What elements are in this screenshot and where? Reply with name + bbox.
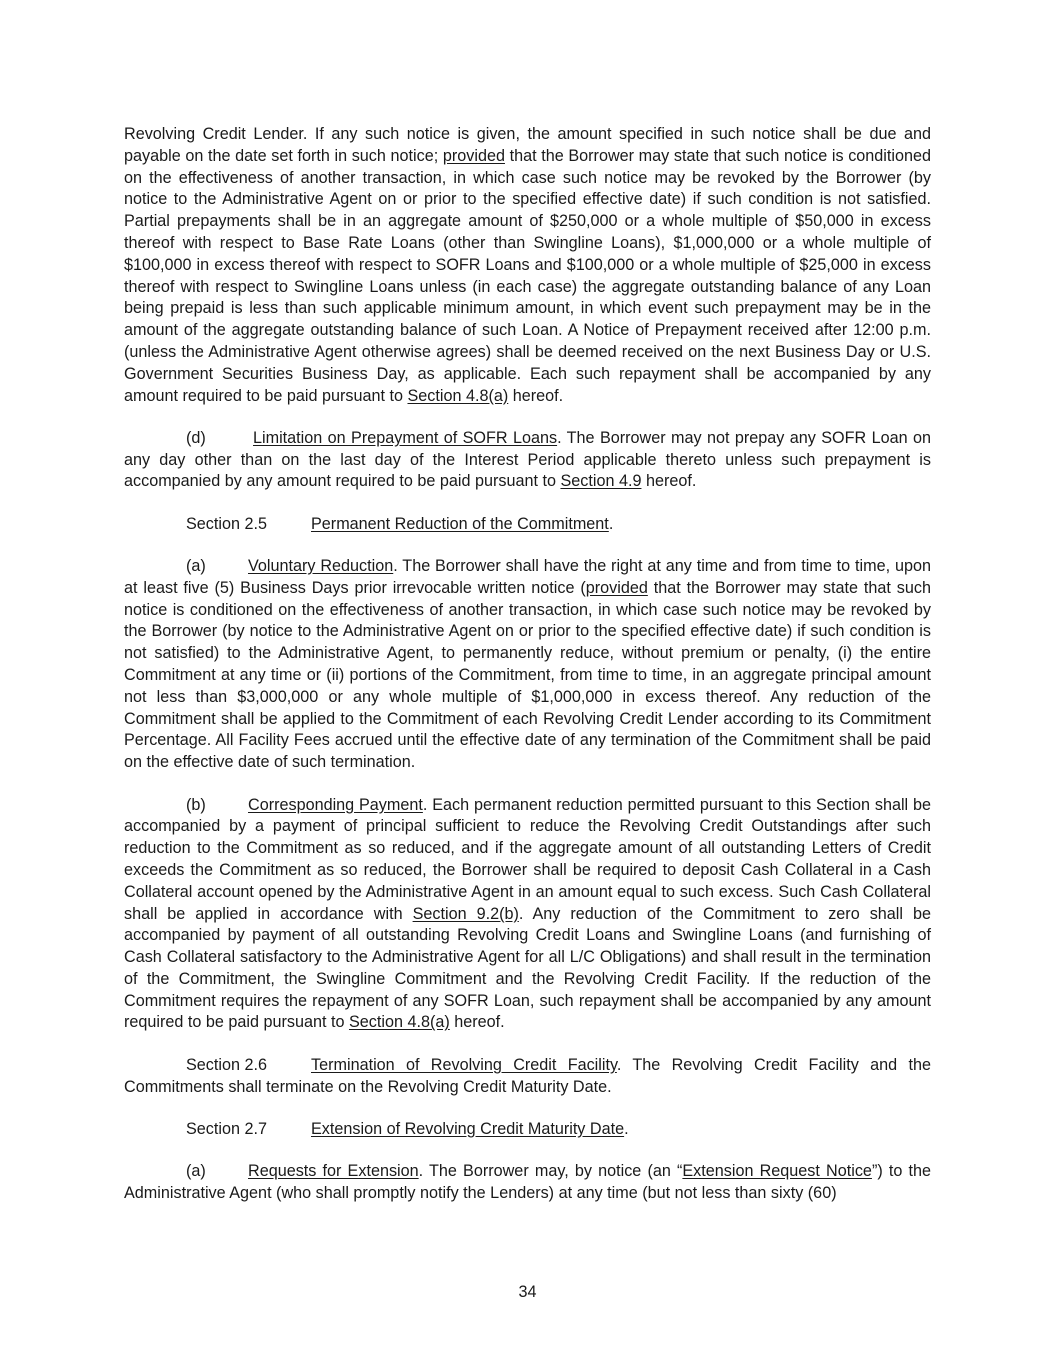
text-segment: . The Borrower may, by notice (an “ bbox=[418, 1162, 683, 1181]
clause-label: (d) bbox=[186, 428, 206, 447]
text-segment: hereof. bbox=[508, 386, 564, 405]
clause-heading: Requests for Extension bbox=[248, 1162, 419, 1181]
provided-term: provided bbox=[585, 578, 648, 597]
section-reference: Section 4.9 bbox=[560, 472, 642, 491]
text-segment: hereof. bbox=[449, 1013, 505, 1032]
text-segment: . The Borrower shall have the right at any time and from time to time, upon at least five (5) Business Days prior irrevocable written notice ( bbox=[124, 557, 931, 597]
text-segment: . bbox=[608, 514, 614, 533]
page-number: 34 bbox=[518, 1283, 537, 1301]
clause-label: (b) bbox=[186, 795, 206, 814]
paragraph-prepayment-notice bbox=[124, 124, 931, 407]
section-reference: Section 4.8(a) bbox=[348, 1013, 450, 1032]
document-page bbox=[124, 124, 931, 1205]
section-number: Section 2.7 bbox=[186, 1119, 267, 1138]
text-segment: Revolving Credit Lender. If any such notice is given, the amount specified in such notice shall be due and payable on the date set forth in such notice; bbox=[124, 125, 931, 165]
clause-label: (a) bbox=[186, 1162, 206, 1181]
text-segment: . bbox=[624, 1119, 629, 1138]
paragraph-limitation-sofr bbox=[124, 428, 931, 493]
text-segment: . The Revolving Credit Facility and the Commitments shall terminate on the Revolving Credit Maturity Date. bbox=[124, 1055, 931, 1096]
defined-term: Extension Request Notice bbox=[682, 1162, 872, 1181]
paragraph-requests-for-extension bbox=[124, 1161, 931, 1205]
section-2-6-termination bbox=[124, 1055, 931, 1099]
provided-term: provided bbox=[442, 146, 505, 165]
section-reference: Section 4.8(a) bbox=[407, 386, 509, 405]
clause-heading: Voluntary Reduction bbox=[248, 557, 394, 576]
section-heading-2-5 bbox=[124, 514, 931, 536]
section-number: Section 2.5 bbox=[186, 514, 267, 533]
text-segment: . The Borrower may not prepay any SOFR Loan on any day other than on the last day of the Interest Period applicable thereto unless such prepayment is accompanied by any amount required to be paid pursuant to bbox=[124, 428, 931, 491]
text-segment: ”) to the Administrative Agent (who shall promptly notify the Lenders) at any time (but not less than sixty (60) bbox=[124, 1162, 932, 1202]
section-number: Section 2.6 bbox=[186, 1055, 267, 1074]
text-segment: that the Borrower may state that such notice is conditioned on the effectiveness of another transaction, in which case such notice may be revoked by the Borrower (by notice to the Administrative Agent on or prior to the specified effective date) if such condition is not satisfied) to the Administrative Agent, to permanently reduce, without premium or penalty, (i) the entire Commitment at any time or (ii) portions of the Commitment, from time to time, in an aggregate principal amount not less than $3,000,000 or any whole multiple of $1,000,000 in excess thereof. Any reduction of the Commitment shall be applied to the Commitment of each Revolving Credit Lender according to its Commitment Percentage. All Facility Fees accrued until the effective date of any termination of the Commitment shall be paid on the effective date of such termination. bbox=[124, 578, 931, 772]
text-segment: . Any reduction of the Commitment to zero shall be accompanied by payment of all outstanding Revolving Credit Loans and Swingline Loans (and furnishing of Cash Collateral satisfactory to the Administrative Agent for all L/C Obligations) and shall result in the termination of the Commitment, the Swingline Commitment and the Revolving Credit Facility. If the reduction of the Commitment requires the repayment of any SOFR Loan, such repayment shall be accompanied by any amount required to be paid pursuant to bbox=[124, 904, 931, 1032]
section-title: Permanent Reduction of the Commitment bbox=[311, 514, 609, 533]
section-title: Extension of Revolving Credit Maturity Date bbox=[311, 1119, 625, 1138]
clause-heading: Limitation on Prepayment of SOFR Loans bbox=[253, 428, 558, 447]
paragraph-voluntary-reduction bbox=[124, 556, 931, 774]
clause-heading: Corresponding Payment bbox=[248, 795, 423, 814]
section-heading-2-7 bbox=[124, 1119, 931, 1141]
text-segment: hereof. bbox=[641, 472, 697, 491]
clause-label: (a) bbox=[186, 557, 206, 576]
text-segment: . Each permanent reduction permitted pursuant to this Section shall be accompanied by a payment of principal sufficient to reduce the Revolving Credit Outstandings after such reduction to the Commitment as so reduced, and if the aggregate amount of all outstanding Letters of Credit exceeds the Commitment as so reduced, the Borrower shall be required to deposit Cash Collateral in a Cash Collateral account opened by the Administrative Agent in an amount equal to such excess. Such Cash Collateral shall be applied in accordance with bbox=[124, 795, 931, 923]
text-segment: that the Borrower may state that such notice is conditioned on the effectiveness of another transaction, in which case such notice may be revoked by the Borrower (by notice to the Administrative Agent on or prior to the specified effective date) if such condition is not satisfied. Partial prepayments shall be in an aggregate amount of $250,000 or a whole multiple of $50,000 in excess thereof with respect to Base Rate Loans (other than Swingline Loans), $1,000,000 or a whole multiple of $100,000 in excess thereof with respect to SOFR Loans and $100,000 or a whole multiple of $25,000 in excess thereof with respect to Swingline Loans unless (in each case) the aggregate outstanding balance of any Loan being prepaid is less than such applicable minimum amount, in which event such prepayment may be in the amount of the aggregate outstanding balance of such Loan. A Notice of Prepayment received after 12:00 p.m. (unless the Administrative Agent otherwise agrees) shall be deemed received on the next Business Day or U.S. Government Securities Business Day, as applicable. Each such repayment shall be accompanied by any amount required to be paid pursuant to bbox=[124, 146, 931, 405]
paragraph-corresponding-payment bbox=[124, 795, 931, 1035]
section-reference: Section 9.2(b) bbox=[412, 904, 519, 923]
section-title: Termination of Revolving Credit Facility bbox=[311, 1055, 617, 1074]
